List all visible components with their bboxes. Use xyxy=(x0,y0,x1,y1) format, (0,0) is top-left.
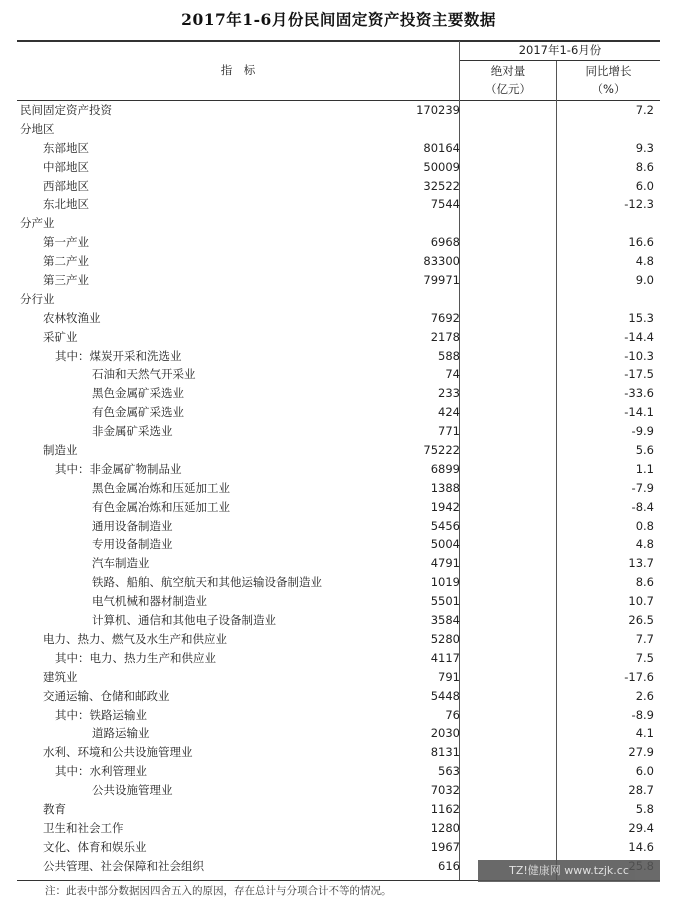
pct-value: 14.6 xyxy=(628,839,654,854)
table-row xyxy=(0,384,677,403)
row-label: 黑色金属矿采选业 xyxy=(92,386,184,401)
table-row xyxy=(0,233,677,252)
table-row xyxy=(0,139,677,158)
table-row xyxy=(0,611,677,630)
period-header: 2017年1-6月份 xyxy=(518,43,602,57)
abs-value: 6899 xyxy=(430,461,460,476)
table-row xyxy=(0,630,677,649)
abs-value: 2178 xyxy=(430,329,460,344)
pct-value: 1.1 xyxy=(635,461,654,476)
row-label: 有色金属矿采选业 xyxy=(92,405,184,420)
abs-value: 32522 xyxy=(423,178,460,193)
pct-header-unit: （%） xyxy=(591,82,626,96)
pct-value: -17.6 xyxy=(624,669,654,684)
row-label: 公共管理、社会保障和社会组织 xyxy=(43,858,204,873)
row-label: 东部地区 xyxy=(43,140,89,155)
table-row xyxy=(0,365,677,384)
pct-value: -33.6 xyxy=(624,386,654,401)
abs-value: 79971 xyxy=(423,273,460,288)
table-row xyxy=(0,479,677,498)
row-label: 教育 xyxy=(43,801,66,816)
abs-value: 8131 xyxy=(430,745,460,760)
row-label: 黑色金属冶炼和压延加工业 xyxy=(92,480,230,495)
pct-value: 7.2 xyxy=(635,103,654,117)
table-row xyxy=(0,120,677,139)
table-row xyxy=(0,706,677,725)
row-label: 分产业 xyxy=(20,216,55,231)
pct-value: 8.6 xyxy=(635,159,654,174)
table-row xyxy=(0,252,677,271)
abs-value: 76 xyxy=(445,707,460,722)
table-row xyxy=(0,214,677,233)
table-row xyxy=(0,800,677,819)
row-label: 铁路、船舶、航空航天和其他运输设备制造业 xyxy=(92,575,322,590)
row-label: 交通运输、仓储和邮政业 xyxy=(43,688,170,703)
table-row xyxy=(0,347,677,366)
footnote: 注：此表中部分数据因四舍五入的原因，存在总计与分项合计不等的情况。 xyxy=(45,885,392,897)
table-row xyxy=(0,838,677,857)
row-label: 汽车制造业 xyxy=(92,556,150,571)
row-label: 有色金属冶炼和压延加工业 xyxy=(92,499,230,514)
abs-value: 588 xyxy=(438,348,460,363)
abs-value: 771 xyxy=(438,424,460,439)
row-label: 其中：水利管理业 xyxy=(55,764,147,779)
pct-value: 0.8 xyxy=(635,518,654,533)
row-label: 非金属矿采选业 xyxy=(92,424,173,439)
abs-value: 4117 xyxy=(430,650,460,665)
row-label: 分行业 xyxy=(20,291,55,306)
row-label: 第二产业 xyxy=(43,254,89,269)
page-title: 2017年1-6月份民间固定资产投资主要数据 xyxy=(181,10,496,29)
row-label: 第一产业 xyxy=(43,235,89,250)
pct-value: -8.9 xyxy=(631,707,654,722)
abs-value: 1967 xyxy=(430,839,460,854)
abs-value: 4791 xyxy=(430,556,460,571)
row-label: 电力、热力、燃气及水生产和供应业 xyxy=(43,631,227,646)
table-row xyxy=(0,687,677,706)
table-row xyxy=(0,328,677,347)
abs-value: 6968 xyxy=(430,235,460,250)
abs-value: 1162 xyxy=(430,801,460,816)
table-row xyxy=(0,195,677,214)
abs-value: 233 xyxy=(438,386,460,401)
table-row xyxy=(0,668,677,687)
row-label: 制造业 xyxy=(43,443,78,458)
row-label: 民间固定资产投资 xyxy=(20,103,112,117)
abs-value: 3584 xyxy=(430,613,460,628)
abs-value: 83300 xyxy=(423,254,460,269)
row-label: 计算机、通信和其他电子设备制造业 xyxy=(92,613,276,628)
table-row xyxy=(0,535,677,554)
pct-value: 4.8 xyxy=(635,254,654,269)
table-row xyxy=(0,573,677,592)
abs-value: 7544 xyxy=(430,197,460,212)
row-label: 石油和天然气开采业 xyxy=(92,367,196,382)
table-row xyxy=(0,290,677,309)
row-label: 文化、体育和娱乐业 xyxy=(43,839,147,854)
pct-value: 15.3 xyxy=(628,310,654,325)
table-row xyxy=(0,517,677,536)
abs-header-unit: （亿元） xyxy=(485,82,531,96)
row-label: 建筑业 xyxy=(43,669,78,684)
abs-value: 5280 xyxy=(430,631,460,646)
abs-value: 7692 xyxy=(430,310,460,325)
pct-value: -14.1 xyxy=(624,405,654,420)
pct-value: -9.9 xyxy=(631,424,654,439)
row-label: 公共设施管理业 xyxy=(92,783,173,798)
abs-value: 5004 xyxy=(430,537,460,552)
pct-value: 29.4 xyxy=(628,820,654,835)
pct-value: 4.8 xyxy=(635,537,654,552)
table-row xyxy=(0,724,677,743)
row-label: 卫生和社会工作 xyxy=(43,820,124,835)
table-body xyxy=(0,101,677,876)
row-label: 采矿业 xyxy=(43,329,78,344)
pct-value: 4.1 xyxy=(635,726,654,741)
pct-value: 8.6 xyxy=(635,575,654,590)
pct-value: 6.0 xyxy=(635,764,654,779)
table-row xyxy=(0,177,677,196)
watermark-logo: TZ!健康网 www.tzjk.cc xyxy=(478,860,660,882)
pct-value: 7.7 xyxy=(635,631,654,646)
abs-value: 5501 xyxy=(430,594,460,609)
abs-value: 170239 xyxy=(416,103,460,117)
table-row xyxy=(0,781,677,800)
table-row xyxy=(0,271,677,290)
pct-value: 13.7 xyxy=(628,556,654,571)
abs-value: 5456 xyxy=(430,518,460,533)
row-label: 其中：铁路运输业 xyxy=(55,707,147,722)
table-row xyxy=(0,649,677,668)
row-label: 道路运输业 xyxy=(92,726,150,741)
pct-value: 6.0 xyxy=(635,178,654,193)
abs-value: 7032 xyxy=(430,783,460,798)
pct-value: 9.3 xyxy=(635,140,654,155)
abs-value: 1942 xyxy=(430,499,460,514)
abs-value: 2030 xyxy=(430,726,460,741)
row-label: 第三产业 xyxy=(43,273,89,288)
abs-value: 1388 xyxy=(430,480,460,495)
table-row xyxy=(0,403,677,422)
abs-value: 563 xyxy=(438,764,460,779)
pct-value: 5.6 xyxy=(635,443,654,458)
table-row xyxy=(0,743,677,762)
table-row xyxy=(0,762,677,781)
abs-value: 791 xyxy=(438,669,460,684)
row-label: 分地区 xyxy=(20,121,55,136)
abs-value: 50009 xyxy=(423,159,460,174)
abs-value: 74 xyxy=(445,367,460,382)
abs-value: 80164 xyxy=(423,140,460,155)
pct-value: 10.7 xyxy=(628,594,654,609)
row-label: 电气机械和器材制造业 xyxy=(92,594,207,609)
abs-value: 616 xyxy=(438,858,460,873)
table-row xyxy=(0,460,677,479)
row-label: 专用设备制造业 xyxy=(92,537,173,552)
row-label: 其中：煤炭开采和洗选业 xyxy=(55,348,182,363)
abs-value: 424 xyxy=(438,405,460,420)
pct-value: -7.9 xyxy=(631,480,654,495)
pct-value: 16.6 xyxy=(628,235,654,250)
header-mid-rule xyxy=(459,60,660,61)
pct-value: -14.4 xyxy=(624,329,654,344)
pct-value: -17.5 xyxy=(624,367,654,382)
pct-value: 9.0 xyxy=(635,273,654,288)
abs-value: 75222 xyxy=(423,443,460,458)
table-row xyxy=(0,498,677,517)
pct-value: 7.5 xyxy=(635,650,654,665)
table-row xyxy=(0,309,677,328)
pct-value: 26.5 xyxy=(628,613,654,628)
table-row xyxy=(0,101,677,120)
pct-value: 27.9 xyxy=(628,745,654,760)
pct-value: 28.7 xyxy=(628,783,654,798)
row-label: 其中：电力、热力生产和供应业 xyxy=(55,650,216,665)
pct-value: -10.3 xyxy=(624,348,654,363)
table-row xyxy=(0,422,677,441)
pct-value: -12.3 xyxy=(624,197,654,212)
row-label: 其中：非金属矿物制品业 xyxy=(55,461,182,476)
abs-value: 1019 xyxy=(430,575,460,590)
abs-header-label: 绝对量 xyxy=(490,64,526,78)
table-row xyxy=(0,158,677,177)
pct-value: 2.6 xyxy=(635,688,654,703)
row-label: 农林牧渔业 xyxy=(43,310,101,325)
pct-value: 5.8 xyxy=(635,801,654,816)
table-row xyxy=(0,441,677,460)
indicator-header: 指 标 xyxy=(220,63,256,77)
row-label: 西部地区 xyxy=(43,178,89,193)
pct-value: -8.4 xyxy=(631,499,654,514)
table-row xyxy=(0,592,677,611)
abs-value: 5448 xyxy=(430,688,460,703)
row-label: 东北地区 xyxy=(43,197,89,212)
row-label: 中部地区 xyxy=(43,159,89,174)
table-row xyxy=(0,819,677,838)
row-label: 水利、环境和公共设施管理业 xyxy=(43,745,193,760)
row-label: 通用设备制造业 xyxy=(92,518,173,533)
table-row xyxy=(0,554,677,573)
abs-value: 1280 xyxy=(430,820,460,835)
pct-header-label: 同比增长 xyxy=(585,64,632,78)
